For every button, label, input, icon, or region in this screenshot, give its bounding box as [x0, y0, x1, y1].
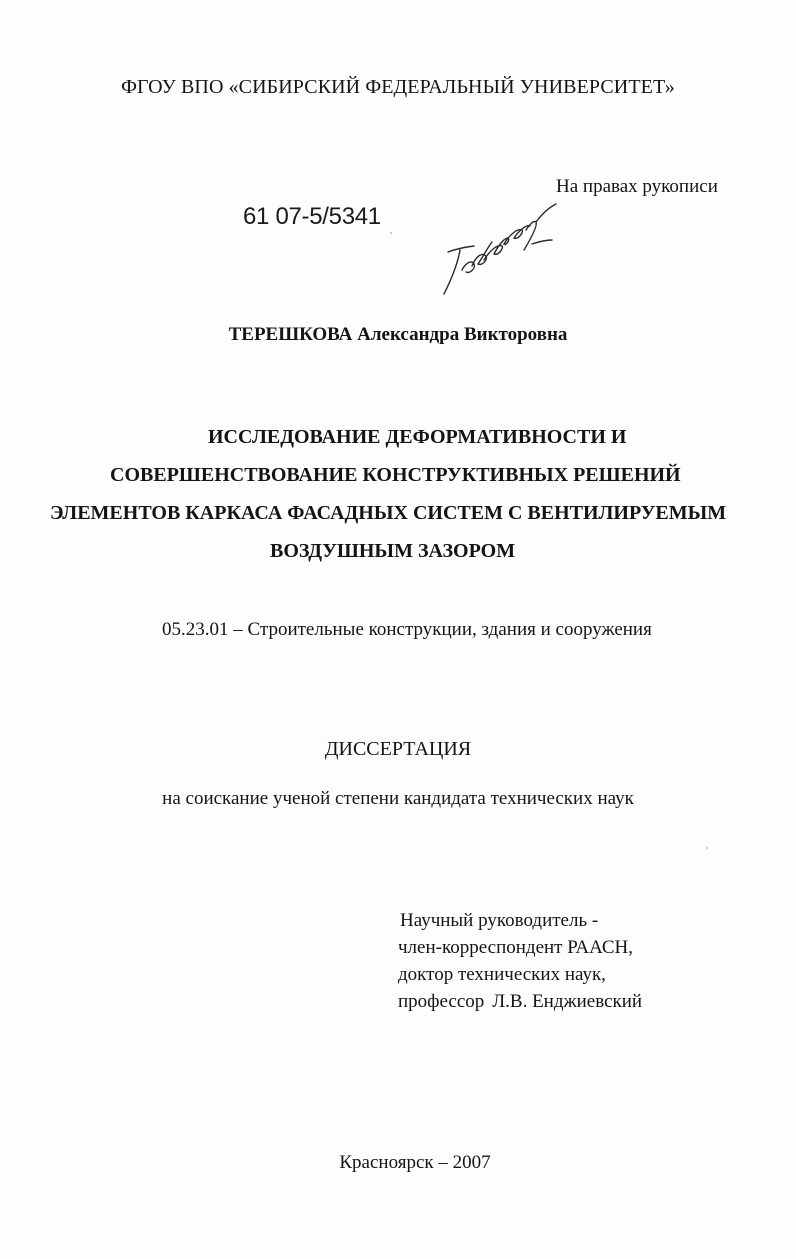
supervisor-name: Л.В. Енджиевский	[492, 991, 643, 1012]
title-line: ЭЛЕМЕНТОВ КАРКАСА ФАСАДНЫХ СИСТЕМ С ВЕНТИЛИРУЕМЫМ	[50, 502, 727, 524]
title-line: СОВЕРШЕНСТВОВАНИЕ КОНСТРУКТИВНЫХ РЕШЕНИЙ	[110, 464, 681, 486]
supervisor-membership: член-корреспондент РААСН,	[398, 937, 634, 958]
author-given-names: Александра Викторовна	[357, 324, 568, 345]
document-type: ДИССЕРТАЦИЯ	[324, 738, 472, 760]
dissertation-title	[40, 418, 756, 570]
archive-number-stamp: 61 07-5/5341	[243, 203, 381, 230]
institution-name: ФГОУ ВПО «СИБИРСКИЙ ФЕДЕРАЛЬНЫЙ УНИВЕРСИТЕТ»	[121, 76, 675, 98]
title-line: ВОЗДУШНЫМ ЗАЗОРОМ	[270, 540, 516, 562]
scan-speck	[390, 232, 392, 234]
rights-note: На правах рукописи	[556, 176, 718, 197]
specialty-code: 05.23.01 – Строительные конструкции, здания и сооружения	[162, 619, 652, 640]
supervisor-block	[398, 907, 642, 1015]
author-signature	[432, 200, 564, 300]
supervisor-title-line	[398, 988, 642, 1015]
scan-speck	[706, 847, 708, 849]
supervisor-title: профессор	[398, 991, 485, 1012]
author-name	[0, 324, 796, 346]
supervisor-role: Научный руководитель -	[400, 910, 599, 931]
city-and-year: Красноярск – 2007	[339, 1152, 491, 1173]
supervisor-degree: доктор технических наук,	[398, 964, 606, 985]
title-line: ИССЛЕДОВАНИЕ ДЕФОРМАТИВНОСТИ И	[208, 426, 627, 448]
author-surname: ТЕРЕШКОВА	[228, 324, 353, 345]
degree-statement: на соискание ученой степени кандидата технических наук	[162, 788, 634, 809]
